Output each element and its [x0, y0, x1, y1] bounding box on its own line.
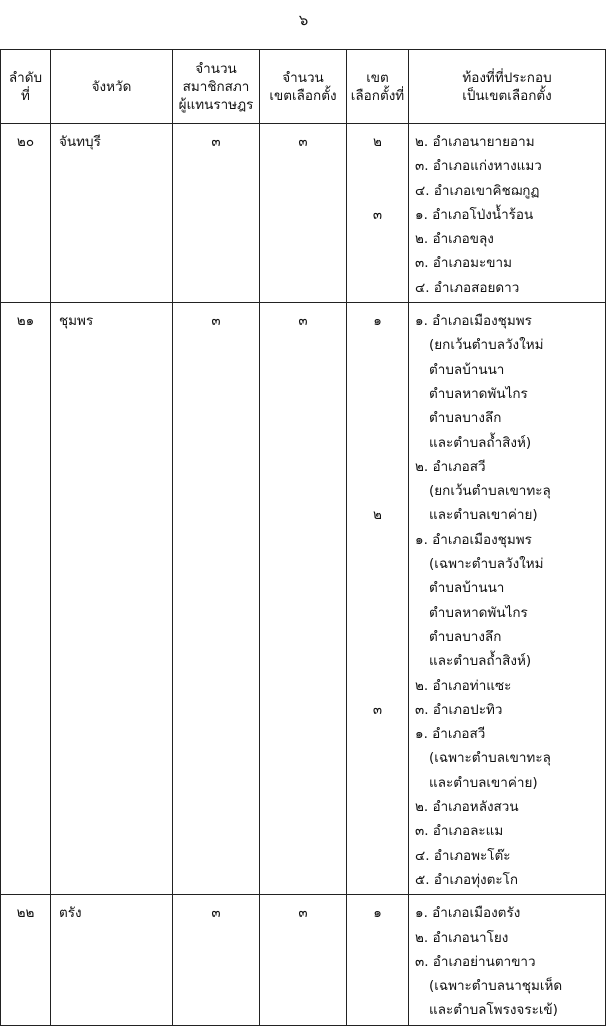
- district-number-line: [347, 179, 408, 203]
- area-detail-line: (เฉพาะตำบลวังใหม่: [429, 556, 544, 573]
- area-district-item: ๓. อำเภอมะขาม: [415, 255, 512, 272]
- area-detail-line: (เฉพาะตำบลนาชุมเห็ด: [429, 978, 563, 995]
- district-number-line: [347, 358, 408, 382]
- district-number-line: [347, 625, 408, 649]
- area-detail-line: และตำบลถ้ำสิงห์): [429, 653, 532, 670]
- area-district-item: ๒. อำเภอขลุง: [415, 231, 494, 248]
- cell-province: [51, 303, 173, 895]
- cell-row-number-text: ๒๐: [16, 134, 35, 150]
- district-number-line: [347, 455, 408, 479]
- cell-areas: [409, 124, 606, 303]
- cell-row-number: [1, 124, 51, 303]
- district-number-line: [347, 819, 408, 843]
- table-row: [1, 303, 606, 895]
- district-number-line: [347, 674, 408, 698]
- district-number-line: [347, 950, 408, 974]
- header-areas-line2: เป็นเขตเลือกตั้ง: [462, 87, 552, 104]
- cell-province-text: ชุมพร: [59, 313, 94, 330]
- cell-row-number: [1, 303, 51, 895]
- cell-districts-count: [260, 303, 347, 895]
- area-district-item: ๔. อำเภอสอยดาว: [415, 279, 520, 296]
- area-district-item: ๒. อำเภอสวี: [415, 458, 486, 475]
- district-number-line: [347, 406, 408, 430]
- header-no-line2: ที่: [21, 87, 30, 104]
- cell-districts-count-text: ๓: [298, 134, 308, 150]
- district-number-line: [347, 431, 408, 455]
- area-district-item: ๔. อำเภอพะโต๊ะ: [415, 847, 511, 864]
- header-members-line2: สมาชิกสภา: [182, 78, 250, 95]
- district-number-line: [347, 576, 408, 600]
- area-detail-line: และตำบลถ้ำสิงห์): [429, 434, 532, 451]
- header-areas: [409, 50, 606, 124]
- area-detail-line: ตำบลบ้านนา: [429, 580, 505, 597]
- district-number-line: [347, 276, 408, 300]
- table-row: [1, 895, 606, 1025]
- cell-row-number-text: ๒๒: [16, 905, 35, 922]
- area-detail-line: และตำบลเขาค่าย): [429, 507, 538, 524]
- area-detail-line: และตำบลเขาค่าย): [429, 774, 538, 791]
- district-number-line: [347, 251, 408, 275]
- area-district-item: ๓. อำเภอแก่งหางแมว: [415, 158, 542, 175]
- header-districts: [260, 50, 347, 124]
- district-number-line: ๒: [373, 507, 382, 524]
- area-district-item: ๑. อำเภอโป่งน้ำร้อน: [415, 206, 534, 223]
- cell-province: [51, 124, 173, 303]
- area-district-item: ๕. อำเภอทุ่งตะโก: [415, 871, 519, 888]
- area-detail-line: ตำบลบางลึก: [429, 628, 502, 645]
- table-body: [1, 124, 606, 1026]
- district-number-line: [347, 227, 408, 251]
- area-district-item: ๓. อำเภอละแม: [415, 823, 504, 840]
- area-district-item: ๓. อำเภอปะทิว: [415, 701, 503, 718]
- cell-province: [51, 895, 173, 1025]
- area-district-item: ๔. อำเภอเขาคิชฌกูฏ: [415, 182, 540, 199]
- header-district-no-line1: เขต: [366, 69, 389, 86]
- cell-areas: [409, 303, 606, 895]
- district-number-line: [347, 844, 408, 868]
- cell-row-number: [1, 895, 51, 1025]
- area-district-item: ๒. อำเภอหลังสวน: [415, 799, 519, 816]
- cell-members-count: [173, 303, 260, 895]
- district-number-line: [347, 154, 408, 178]
- area-district-item: ๑. อำเภอสวี: [415, 726, 486, 743]
- district-number-line: [347, 552, 408, 576]
- district-number-line: [347, 528, 408, 552]
- header-areas-line1: ท้องที่ที่ประกอบ: [462, 69, 552, 86]
- district-number-line: [347, 974, 408, 998]
- area-district-item: ๒. อำเภอนายายอาม: [415, 134, 535, 150]
- district-number-line: [347, 771, 408, 795]
- area-district-item: ๑. อำเภอเมืองตรัง: [415, 905, 521, 922]
- area-detail-line: และตำบลโพรงจระเข้): [429, 1002, 558, 1019]
- district-number-line: [347, 746, 408, 770]
- district-number-line: [347, 649, 408, 673]
- area-district-item: ๒. อำเภอท่าแซะ: [415, 677, 512, 694]
- cell-districts-count-text: ๓: [298, 313, 308, 330]
- page-number: ๖: [298, 11, 309, 29]
- cell-districts-count: [260, 124, 347, 303]
- header-district-no: [347, 50, 409, 124]
- table-row: [1, 124, 606, 303]
- cell-row-number-text: ๒๑: [16, 313, 35, 330]
- area-detail-line: (เฉพาะตำบลเขาทะลุ: [429, 750, 551, 767]
- cell-members-count: [173, 895, 260, 1025]
- cell-province-text: จันทบุรี: [59, 134, 101, 150]
- header-no: [1, 50, 51, 124]
- header-district-no-line2: เลือกตั้งที่: [350, 87, 405, 104]
- cell-areas: [409, 895, 606, 1025]
- district-number-line: [347, 382, 408, 406]
- district-number-line: [347, 479, 408, 503]
- area-district-item: ๓. อำเภอย่านตาขาว: [415, 953, 536, 970]
- cell-members-count-text: ๓: [211, 313, 221, 330]
- table-header-row: [1, 50, 606, 124]
- cell-district-number: [347, 124, 409, 303]
- district-number-line: [347, 333, 408, 357]
- header-province-line1: จังหวัด: [91, 78, 132, 95]
- cell-members-count-text: ๓: [211, 905, 221, 922]
- district-number-line: [347, 926, 408, 950]
- district-number-line: [347, 722, 408, 746]
- area-detail-line: ตำบลหาดพันไกร: [429, 385, 528, 402]
- district-number-line: ๑: [373, 905, 382, 922]
- area-detail-line: ตำบลหาดพันไกร: [429, 604, 528, 621]
- cell-district-number: [347, 303, 409, 895]
- header-districts-line2: เขตเลือกตั้ง: [269, 87, 337, 104]
- cell-districts-count: [260, 895, 347, 1025]
- area-district-item: ๑. อำเภอเมืองชุมพร: [415, 531, 532, 548]
- cell-members-count: [173, 124, 260, 303]
- cell-members-count-text: ๓: [211, 134, 221, 150]
- district-number-line: ๓: [372, 206, 383, 223]
- area-detail-line: ตำบลบ้านนา: [429, 361, 505, 378]
- district-number-line: [347, 998, 408, 1022]
- district-number-line: ๒: [373, 134, 382, 150]
- area-detail-line: ตำบลบางลึก: [429, 410, 502, 427]
- header-members-line3: ผู้แทนราษฎร: [178, 96, 254, 113]
- header-districts-line1: จำนวน: [282, 69, 324, 86]
- area-district-item: ๑. อำเภอเมืองชุมพร: [415, 313, 532, 330]
- cell-district-number: [347, 895, 409, 1025]
- header-no-line1: ลำดับ: [8, 69, 43, 86]
- area-detail-line: (ยกเว้นตำบลวังใหม่: [429, 337, 544, 354]
- cell-province-text: ตรัง: [59, 905, 82, 922]
- district-number-line: ๓: [372, 701, 383, 718]
- district-number-line: ๑: [373, 313, 382, 330]
- area-detail-line: (ยกเว้นตำบลเขาทะลุ: [429, 483, 551, 500]
- header-members-line1: จำนวน: [195, 60, 237, 77]
- constituency-table: [0, 49, 606, 1026]
- area-district-item: ๒. อำเภอนาโยง: [415, 929, 509, 946]
- district-number-line: [347, 795, 408, 819]
- district-number-line: [347, 601, 408, 625]
- header-province: [51, 50, 173, 124]
- header-members: [173, 50, 260, 124]
- cell-districts-count-text: ๓: [298, 905, 308, 922]
